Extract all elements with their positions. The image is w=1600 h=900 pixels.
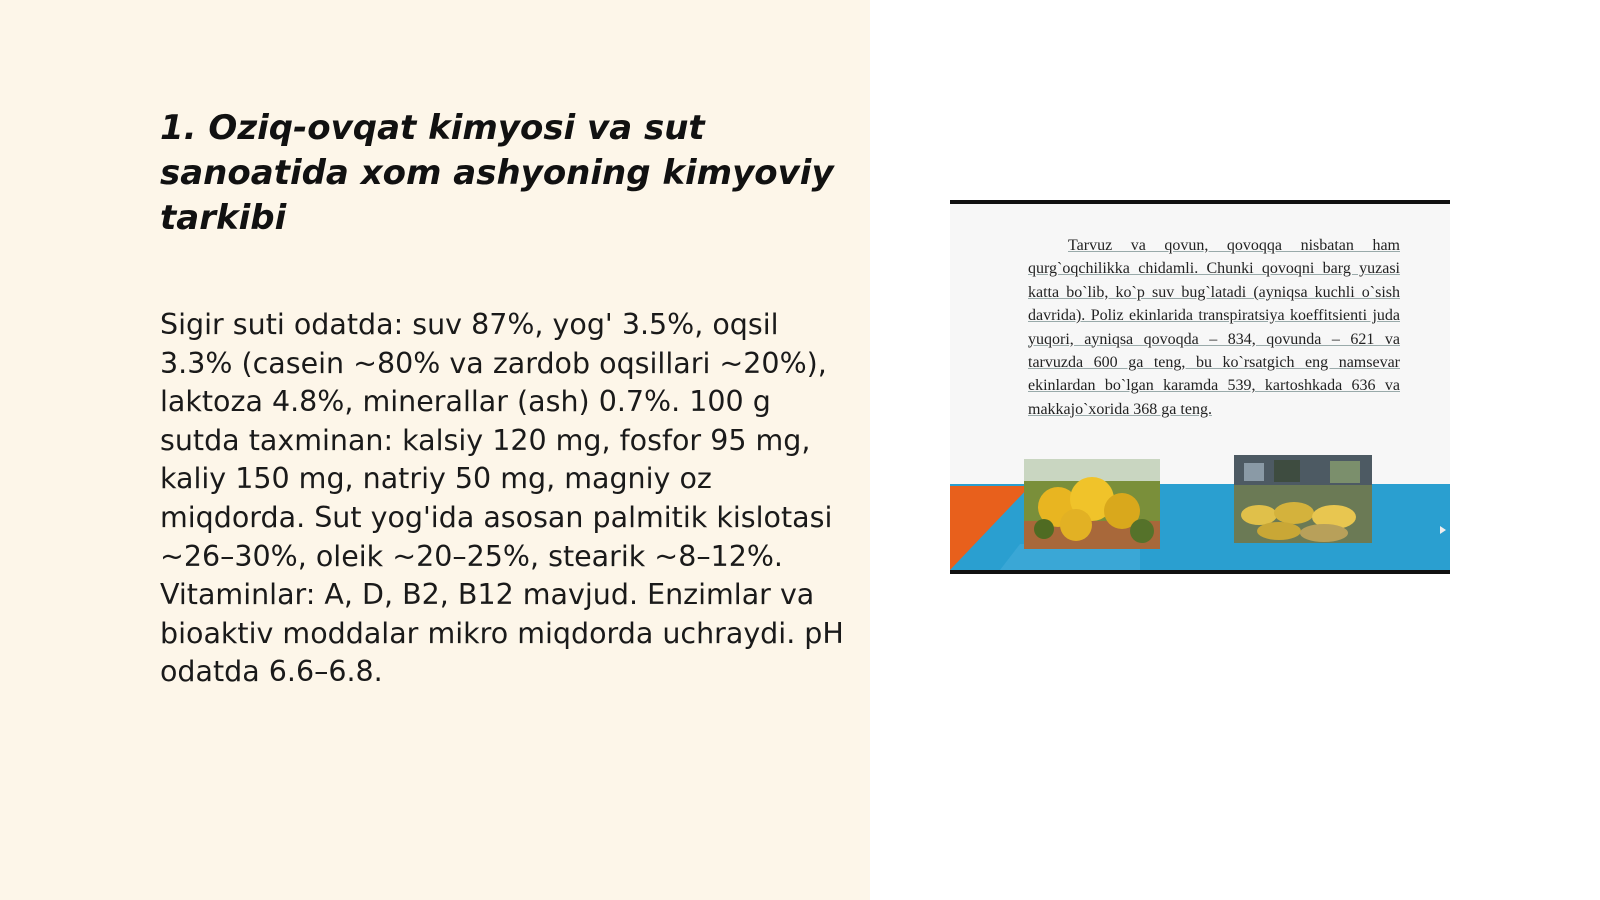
slide-body-text: Sigir suti odatda: suv 87%, yog' 3.5%, oqsil 3.3% (casein ~80% va zardob oqsillari ~20%), laktoza 4.8%, minerallar (ash) 0.7%. 100 g sutda taxminan: kalsiy 120 mg, fosfor 95 mg, kaliy 150 mg, natriy 50 mg, magniy oz miqdorda. Sut yog'ida asosan palmitik kislotasi ~26–30%, oleik ~20–25%, stearik ~8–12%. Vitaminlar: A, D, B2, B12 mavjud. Enzimlar va bioaktiv moddalar mikro miqdorda uchraydi. pH odatda 6.6–6.8. (160, 308, 844, 689)
arrow-icon (1440, 526, 1446, 534)
slide-title: 1. Oziq-ovqat kimyosi va sut sanoatida xom ashyoning kimyoviy tarkibi (160, 108, 834, 238)
market-photo (1234, 455, 1372, 543)
embedded-slide-image (950, 200, 1450, 574)
embedded-slide-text: Tarvuz va qovun, qovoqqa nisbatan ham qurg`oqchilikka chidamli. Chunki qovoqni barg yuzasi katta bo`lib, ko`p suv bug`latadi (ayniqsa kuchli o`sish davrida). Poliz ekinlarida transpiratsiya koeffitsienti juda yuqori, ayniqsa qovoqda – 834, qovunda – 621 va tarvuzda 600 ga teng, bu ko`rsatgich eng namsevar ekinlardan bo`lgan karamda 539, kartoshkada 636 va makkajo`xorida 368 ga teng. (1028, 237, 1400, 418)
melons-photo (1024, 459, 1160, 549)
